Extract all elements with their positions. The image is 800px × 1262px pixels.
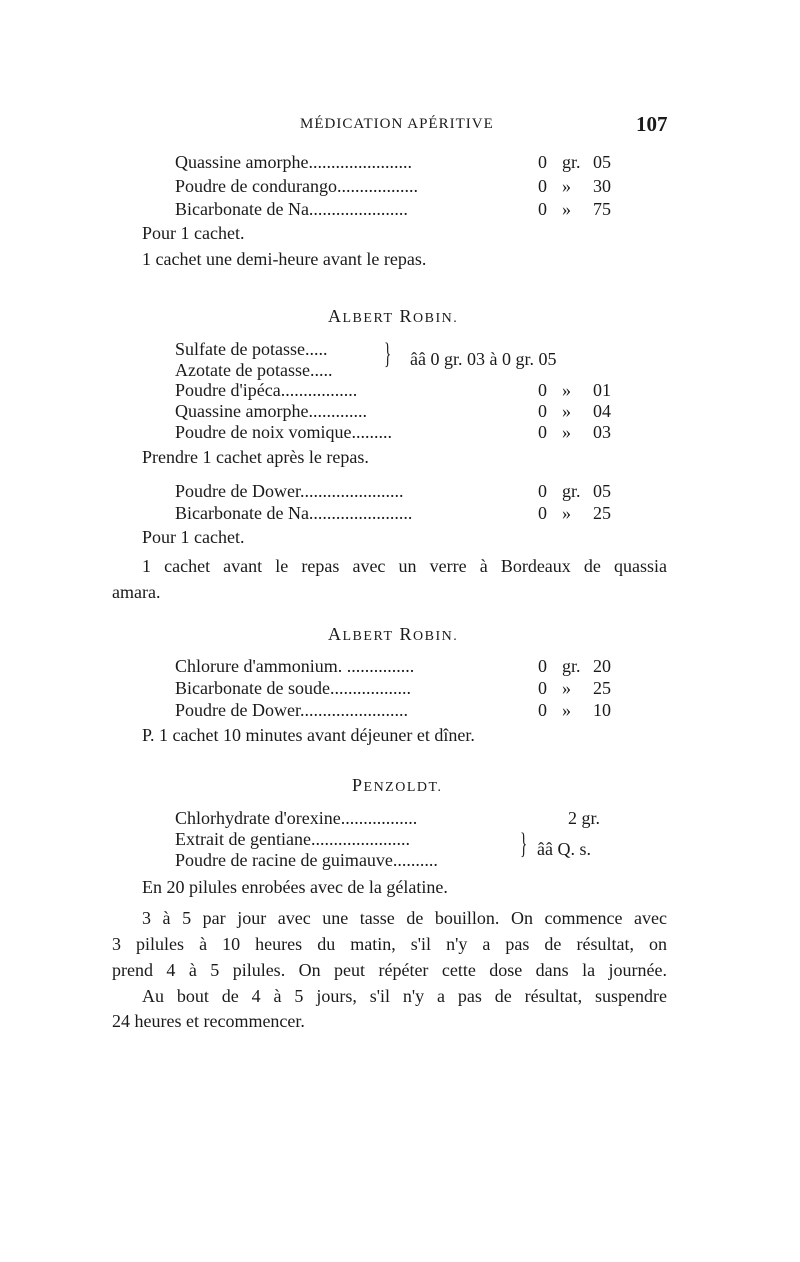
quantity-unit: » [562, 422, 571, 442]
paragraph-line: 3 à 5 par jour avec une tasse de bouillon. On commence avec [142, 908, 667, 928]
quantity-unit: gr. [562, 481, 581, 501]
quantity-unit: » [562, 401, 571, 421]
ingredient-line: Quassine amorphe............. [175, 401, 367, 421]
quantity-whole: 0 [538, 199, 547, 219]
ingredient-line: Bicarbonate de Na....................... [175, 503, 413, 523]
page-number: 107 [636, 112, 668, 136]
ingredient-line: Sulfate de potasse..... [175, 339, 328, 359]
quantity-fraction: 30 [593, 176, 611, 196]
paragraph-line: amara. [112, 582, 161, 602]
quantity-whole: 0 [538, 380, 547, 400]
quantity-fraction: 10 [593, 700, 611, 720]
author-attribution [352, 775, 443, 796]
quantity-whole: 0 [538, 481, 547, 501]
quantity-unit: » [562, 503, 571, 523]
brace-icon: } [384, 337, 392, 370]
quantity-fraction: 20 [593, 656, 611, 676]
quantity-unit: gr. [562, 152, 581, 172]
ingredient-line: Poudre de Dower....................... [175, 481, 404, 501]
quantity-unit: » [562, 176, 571, 196]
author-rest: ENZOLDT. [363, 780, 443, 795]
quantity-fraction: 05 [593, 481, 611, 501]
quantity-fraction: 03 [593, 422, 611, 442]
author-attribution [328, 624, 458, 645]
preparation-note: En 20 pilules enrobées avec de la gélatine. [142, 877, 448, 897]
ingredient-line: Bicarbonate de soude.................. [175, 678, 411, 698]
quantity-unit: » [562, 700, 571, 720]
dosage-instruction: 1 cachet une demi-heure avant le repas. [142, 249, 427, 269]
quantity-whole: 0 [538, 656, 547, 676]
quantity-unit: gr. [562, 656, 581, 676]
quantity-whole: 0 [538, 176, 547, 196]
quantity-whole: 0 [538, 401, 547, 421]
dosage-instruction: P. 1 cachet 10 minutes avant déjeuner et dîner. [142, 725, 475, 745]
author-initial: R [399, 306, 414, 326]
quantity-fraction: 25 [593, 678, 611, 698]
paragraph-line: 3 pilules à 10 heures du matin, s'il n'y a pas de résultat, on [112, 934, 667, 954]
author-initial: R [399, 624, 414, 644]
ingredient-line: Bicarbonate de Na...................... [175, 199, 408, 219]
author-rest: OBIN. [413, 629, 459, 644]
ingredient-line: Poudre de racine de guimauve.......... [175, 850, 438, 870]
dosage-note: Pour 1 cachet. [142, 527, 245, 547]
quantity-whole: 0 [538, 700, 547, 720]
author-initial: A [328, 624, 343, 644]
ingredient-line: Chlorhydrate d'orexine................. [175, 808, 418, 828]
shared-quantity: ââ Q. s. [537, 839, 591, 859]
ingredient-line: Chlorure d'ammonium. ............... [175, 656, 415, 676]
paragraph-line: 1 cachet avant le repas avec un verre à Bordeaux de quassia [142, 556, 667, 576]
author-rest: LBERT [342, 629, 394, 644]
quantity-fraction: 01 [593, 380, 611, 400]
quantity-whole: 0 [538, 422, 547, 442]
paragraph-line: Au bout de 4 à 5 jours, s'il n'y a pas de résultat, suspendre [142, 986, 667, 1006]
quantity-unit: » [562, 199, 571, 219]
ingredient-line: Poudre d'ipéca................. [175, 380, 358, 400]
quantity-fraction: 04 [593, 401, 611, 421]
dosage-instruction: Prendre 1 cachet après le repas. [142, 447, 369, 467]
quantity-fraction: 25 [593, 503, 611, 523]
ingredient-line: Poudre de Dower........................ [175, 700, 408, 720]
paragraph-line: prend 4 à 5 pilules. On peut répéter cette dose dans la journée. [112, 960, 667, 980]
brace-icon: } [520, 827, 528, 860]
paragraph-line: 24 heures et recommencer. [112, 1011, 305, 1031]
quantity-fraction: 75 [593, 199, 611, 219]
author-initial: P [352, 775, 364, 795]
quantity-unit: » [562, 380, 571, 400]
quantity-whole: 0 [538, 678, 547, 698]
author-attribution [328, 306, 458, 327]
author-initial: A [328, 306, 343, 326]
quantity: 2 gr. [568, 808, 601, 828]
quantity-unit: » [562, 678, 571, 698]
ingredient-line: Azotate de potasse..... [175, 360, 333, 380]
quantity-whole: 0 [538, 152, 547, 172]
running-header: MÉDICATION APÉRITIVE [300, 116, 494, 132]
author-rest: OBIN. [413, 311, 459, 326]
dosage-note: Pour 1 cachet. [142, 223, 245, 243]
ingredient-line: Poudre de condurango.................. [175, 176, 418, 196]
ingredient-line: Quassine amorphe....................... [175, 152, 412, 172]
ingredient-line: Poudre de noix vomique......... [175, 422, 392, 442]
shared-quantity: ââ 0 gr. 03 à 0 gr. 05 [410, 349, 557, 369]
author-rest: LBERT [342, 311, 394, 326]
quantity-fraction: 05 [593, 152, 611, 172]
ingredient-line: Extrait de gentiane...................... [175, 829, 410, 849]
quantity-whole: 0 [538, 503, 547, 523]
